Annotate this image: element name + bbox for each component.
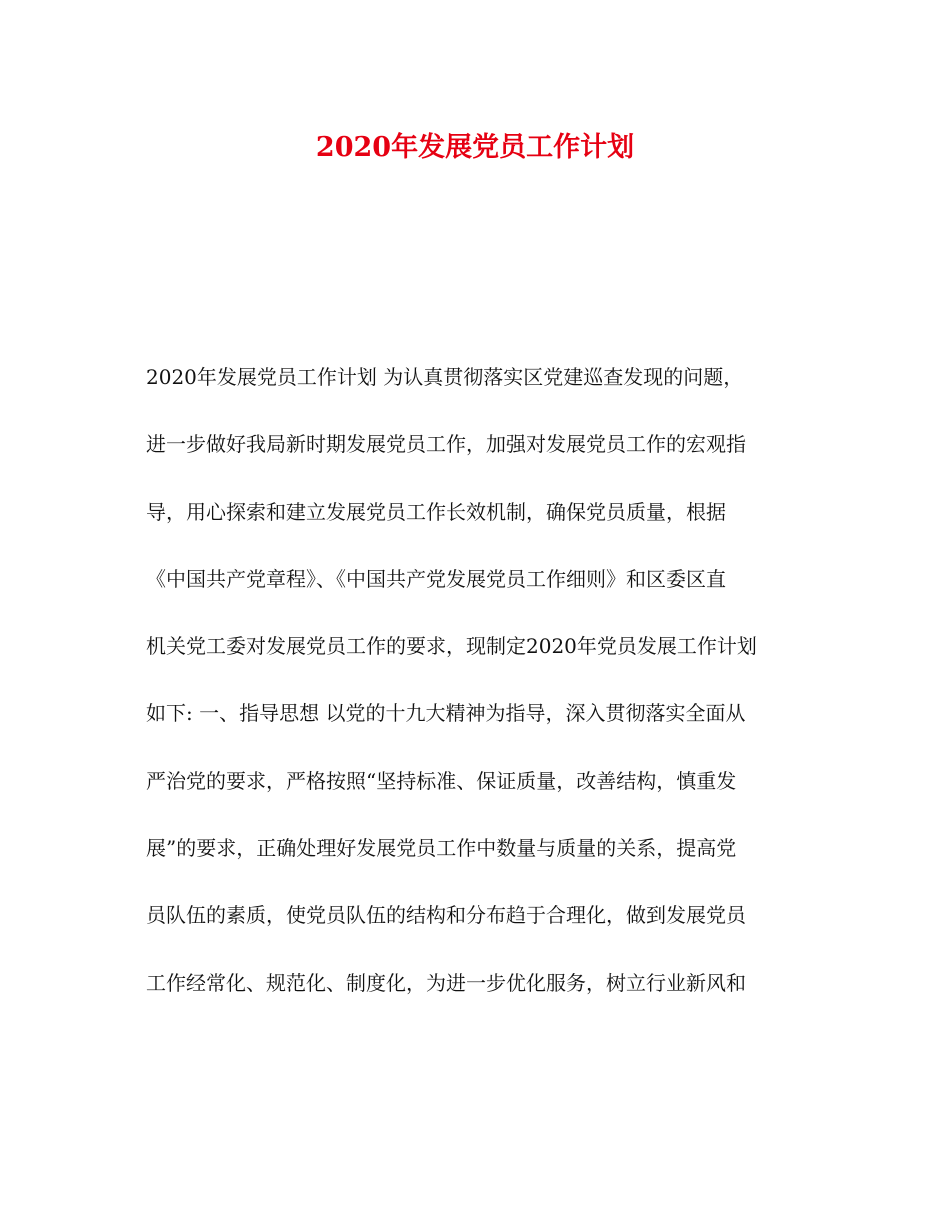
body-line: 员队伍的素质，使党员队伍的结构和分布趋于合理化，做到发展党员 <box>146 903 746 928</box>
body-line: 如下: 一、指导思想 以党的十九大精神为指导，深入贯彻落实全面从 <box>146 701 746 726</box>
body-line: 工作经常化、规范化、制度化，为进一步优化服务，树立行业新风和 <box>146 970 746 995</box>
body-line: 《中国共产党章程》、《中国共产党发展党员工作细则》和区委区直 <box>146 566 726 591</box>
document-title: 2020年发展党员工作计划 <box>315 132 635 163</box>
body-line: 展”的要求，正确处理好发展党员工作中数量与质量的关系，提高党 <box>146 836 737 861</box>
body-line: 进一步做好我局新时期发展党员工作，加强对发展党员工作的宏观指 <box>146 432 746 457</box>
document-body <box>146 362 816 1035</box>
body-line: 机关党工委对发展党员工作的要求，现制定2020年党员发展工作计划 <box>146 634 757 659</box>
body-line: 导，用心探索和建立发展党员工作长效机制，确保党员质量，根据 <box>146 499 726 524</box>
body-line: 2020年发展党员工作计划 为认真贯彻落实区党建巡查发现的问题， <box>146 365 744 389</box>
body-line: 严治党的要求，严格按照“坚持标准、保证质量，改善结构，慎重发 <box>146 768 737 793</box>
